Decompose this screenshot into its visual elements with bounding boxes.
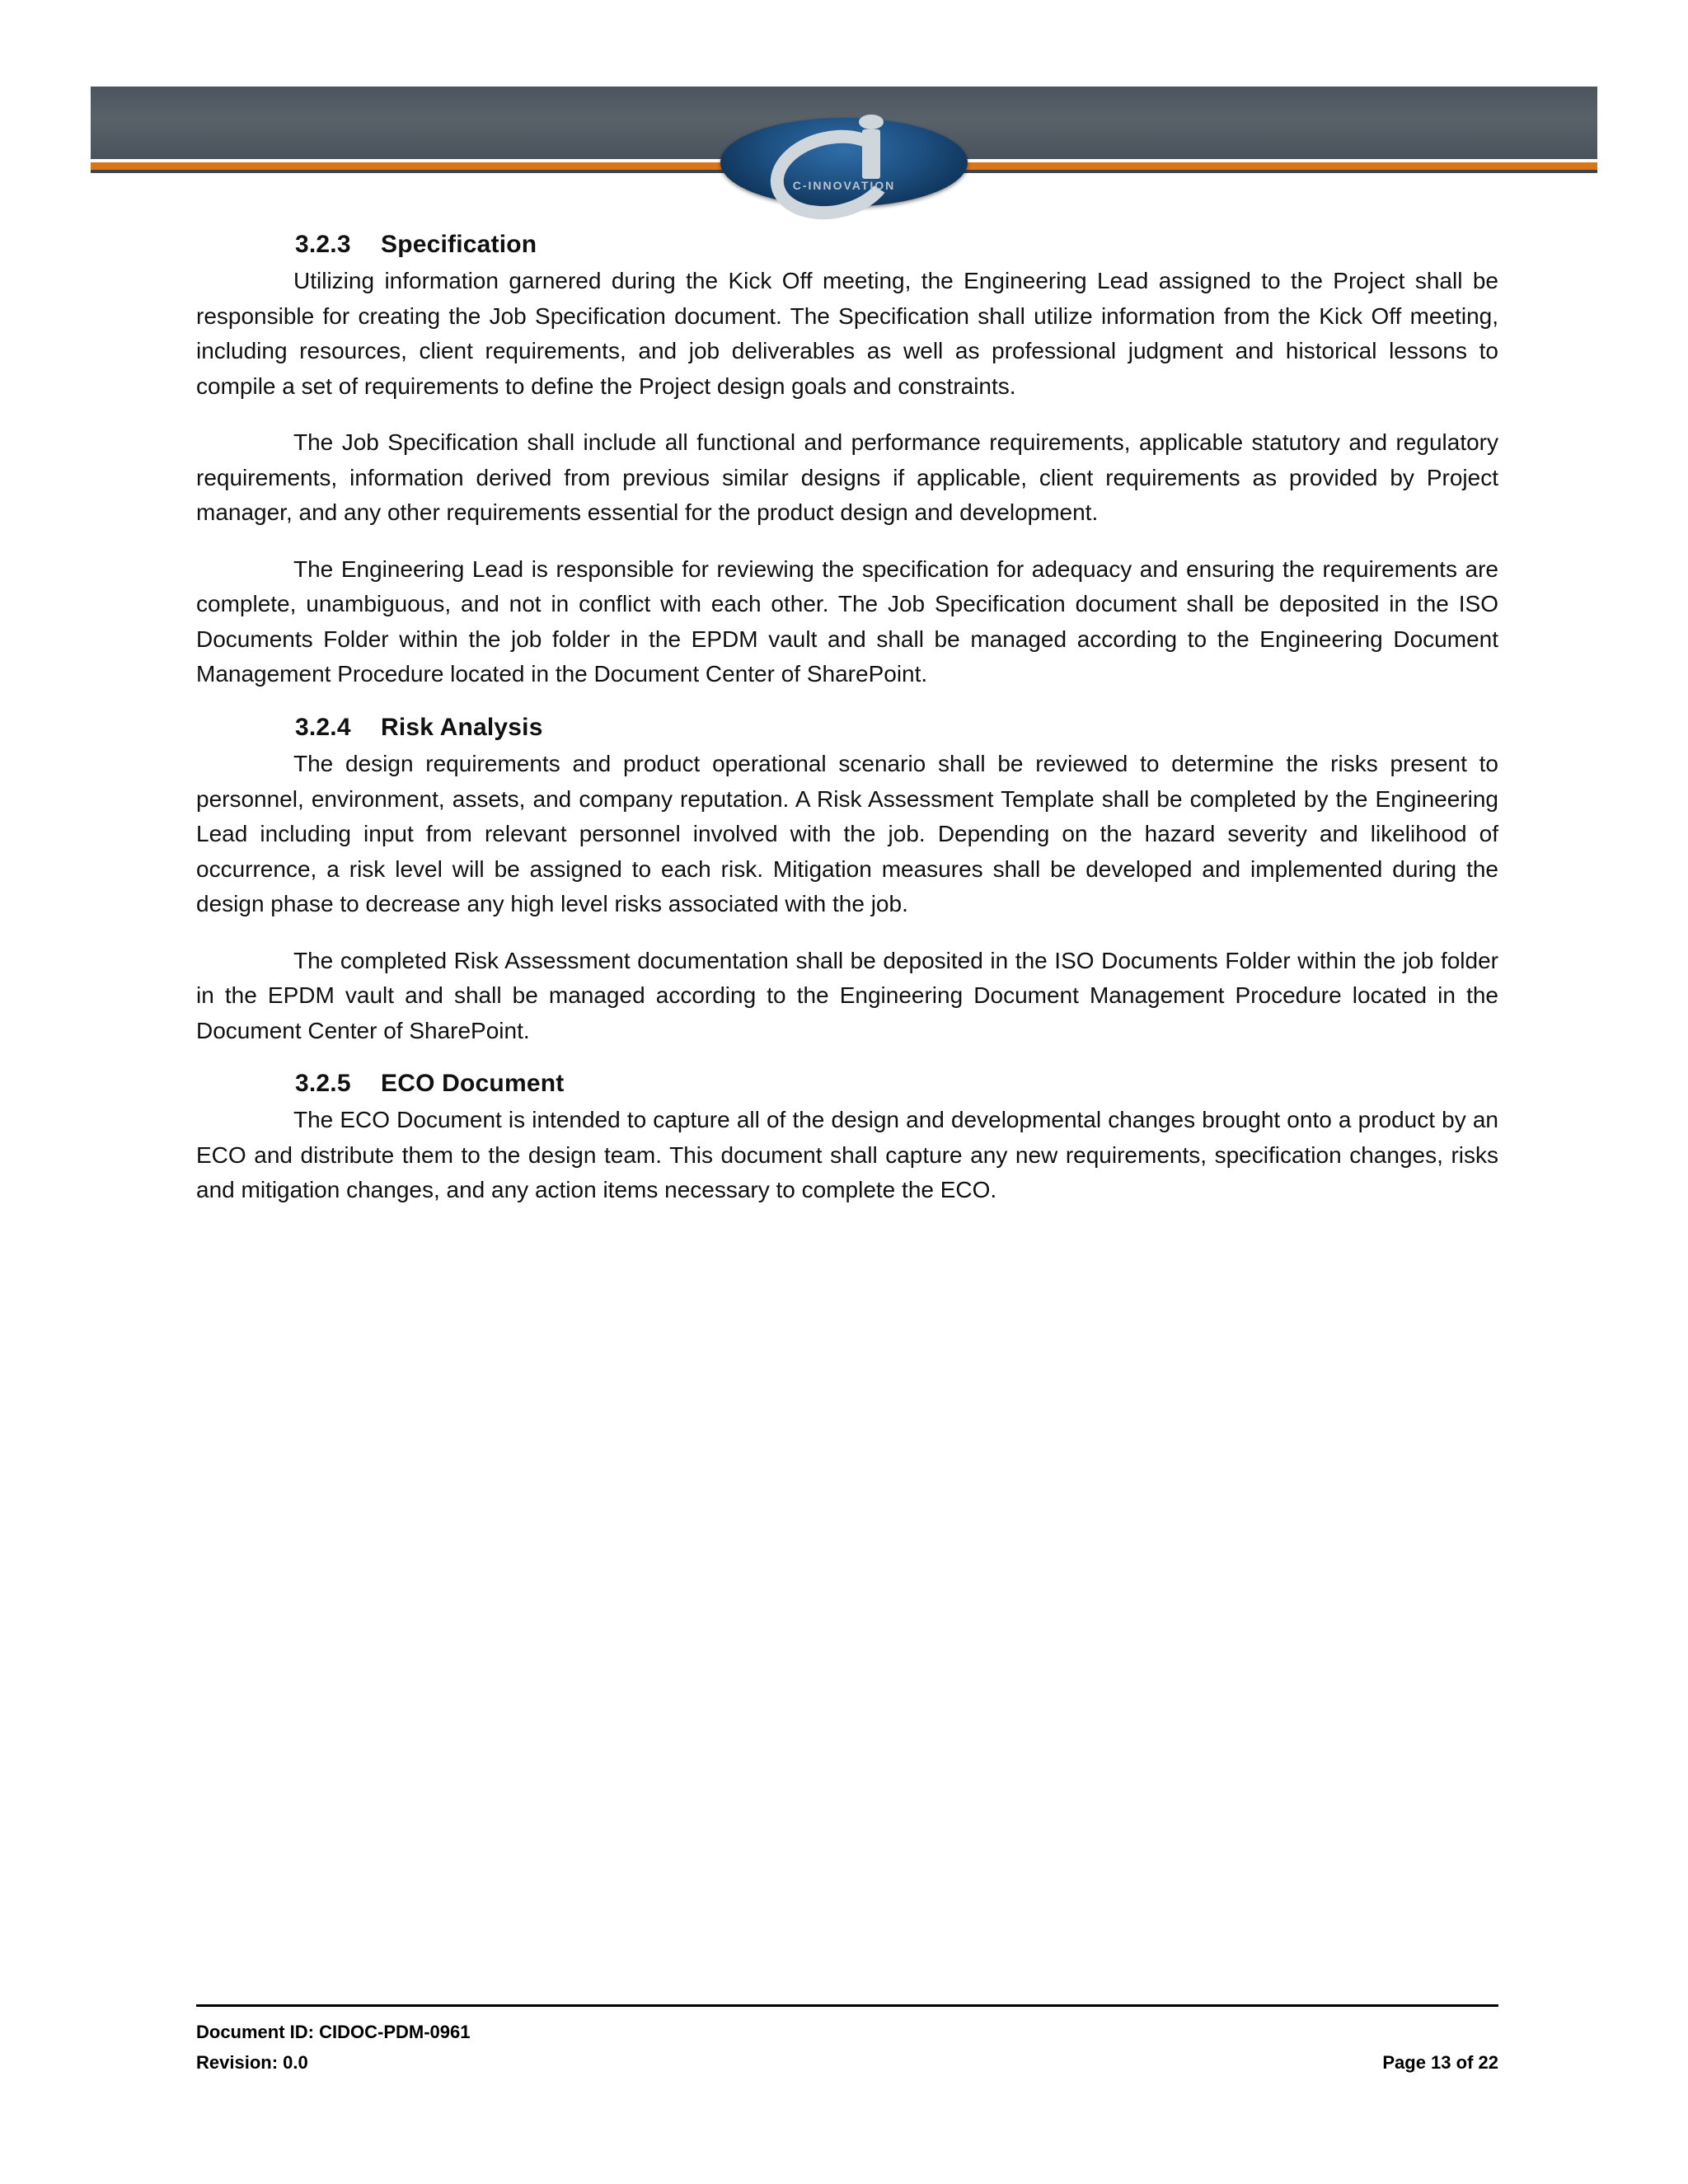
paragraph-324-2: The completed Risk Assessment documentation shall be deposited in the ISO Documents Folder within the job folder in the EPDM vault and shall be managed according to the Engineering Document Management Procedure located in the Document Center of SharePoint. xyxy=(196,947,1498,1043)
logo-letter-i-dot xyxy=(859,115,884,129)
footer-revision: Revision: 0.0 xyxy=(196,2052,308,2074)
company-logo-icon xyxy=(720,118,968,218)
section-number-325: 3.2.5 xyxy=(295,1070,351,1098)
section-number-323: 3.2.3 xyxy=(295,231,351,258)
paragraph-325-1: The ECO Document is intended to capture all of the design and developmental changes brought onto a product by an ECO and distribute them to the design team. This document shall capture any new requirements, specification changes, risks and mitigation changes, and any action items necessary to complete the ECO. xyxy=(196,1107,1498,1203)
section-title-324: Risk Analysis xyxy=(381,714,543,742)
document-body xyxy=(196,231,1498,1230)
page-footer xyxy=(196,2004,1498,2079)
logo-ellipse-shape xyxy=(720,118,968,207)
logo-letter-i xyxy=(862,129,880,179)
section-title-323: Specification xyxy=(381,231,537,258)
paragraph-323-2: The Job Specification shall include all functional and performance requirements, applicable statutory and regulatory requirements, information derived from previous similar designs if applicable, client requirements as provided by Project manager, and any other requirements essential for the product design and development. xyxy=(196,429,1498,526)
footer-document-id: Document ID: CIDOC-PDM-0961 xyxy=(196,2022,471,2042)
section-heading-325 xyxy=(196,1070,1498,1098)
paragraph-323-1: Utilizing information garnered during the Kick Off meeting, the Engineering Lead assigned to the Project shall be responsible for creating the Job Specification document. The Specification shall utilize information from the Kick Off meeting, including resources, client requirements, and job deliverables as well as professional judgment and historical lessons to compile a set of requirements to define the Project design goals and constraints. xyxy=(196,268,1498,399)
section-heading-323 xyxy=(196,231,1498,259)
page-header xyxy=(91,87,1597,192)
footer-page-number: Page 13 of 22 xyxy=(1382,2052,1498,2074)
paragraph-323-3: The Engineering Lead is responsible for reviewing the specification for adequacy and ensuring the requirements are complete, unambiguous, and not in conflict with each other. The Job Specification document shall be deposited in the ISO Documents Folder within the job folder in the EPDM vault and shall be managed according to the Engineering Document Management Procedure located in the Document Center of SharePoint. xyxy=(196,555,1498,687)
section-number-324: 3.2.4 xyxy=(295,714,351,742)
logo-wordmark: C-INNOVATION xyxy=(792,179,896,192)
logo-letter-c xyxy=(762,119,903,230)
footer-divider xyxy=(196,2004,1498,2007)
footer-row-revision xyxy=(196,2047,1498,2078)
section-title-325: ECO Document xyxy=(381,1070,565,1098)
footer-row-document-id xyxy=(196,2017,1498,2047)
paragraph-324-1: The design requirements and product operational scenario shall be reviewed to determine the risks present to personnel, environment, assets, and company reputation. A Risk Assessment Template shall be completed by the Engineering Lead including input from relevant personnel involved with the job. Depending on the hazard severity and likelihood of occurrence, a risk level will be assigned to each risk. Mitigation measures shall be developed and implemented during the design phase to decrease any high level risks associated with the job. xyxy=(196,751,1498,917)
section-heading-324 xyxy=(196,714,1498,742)
